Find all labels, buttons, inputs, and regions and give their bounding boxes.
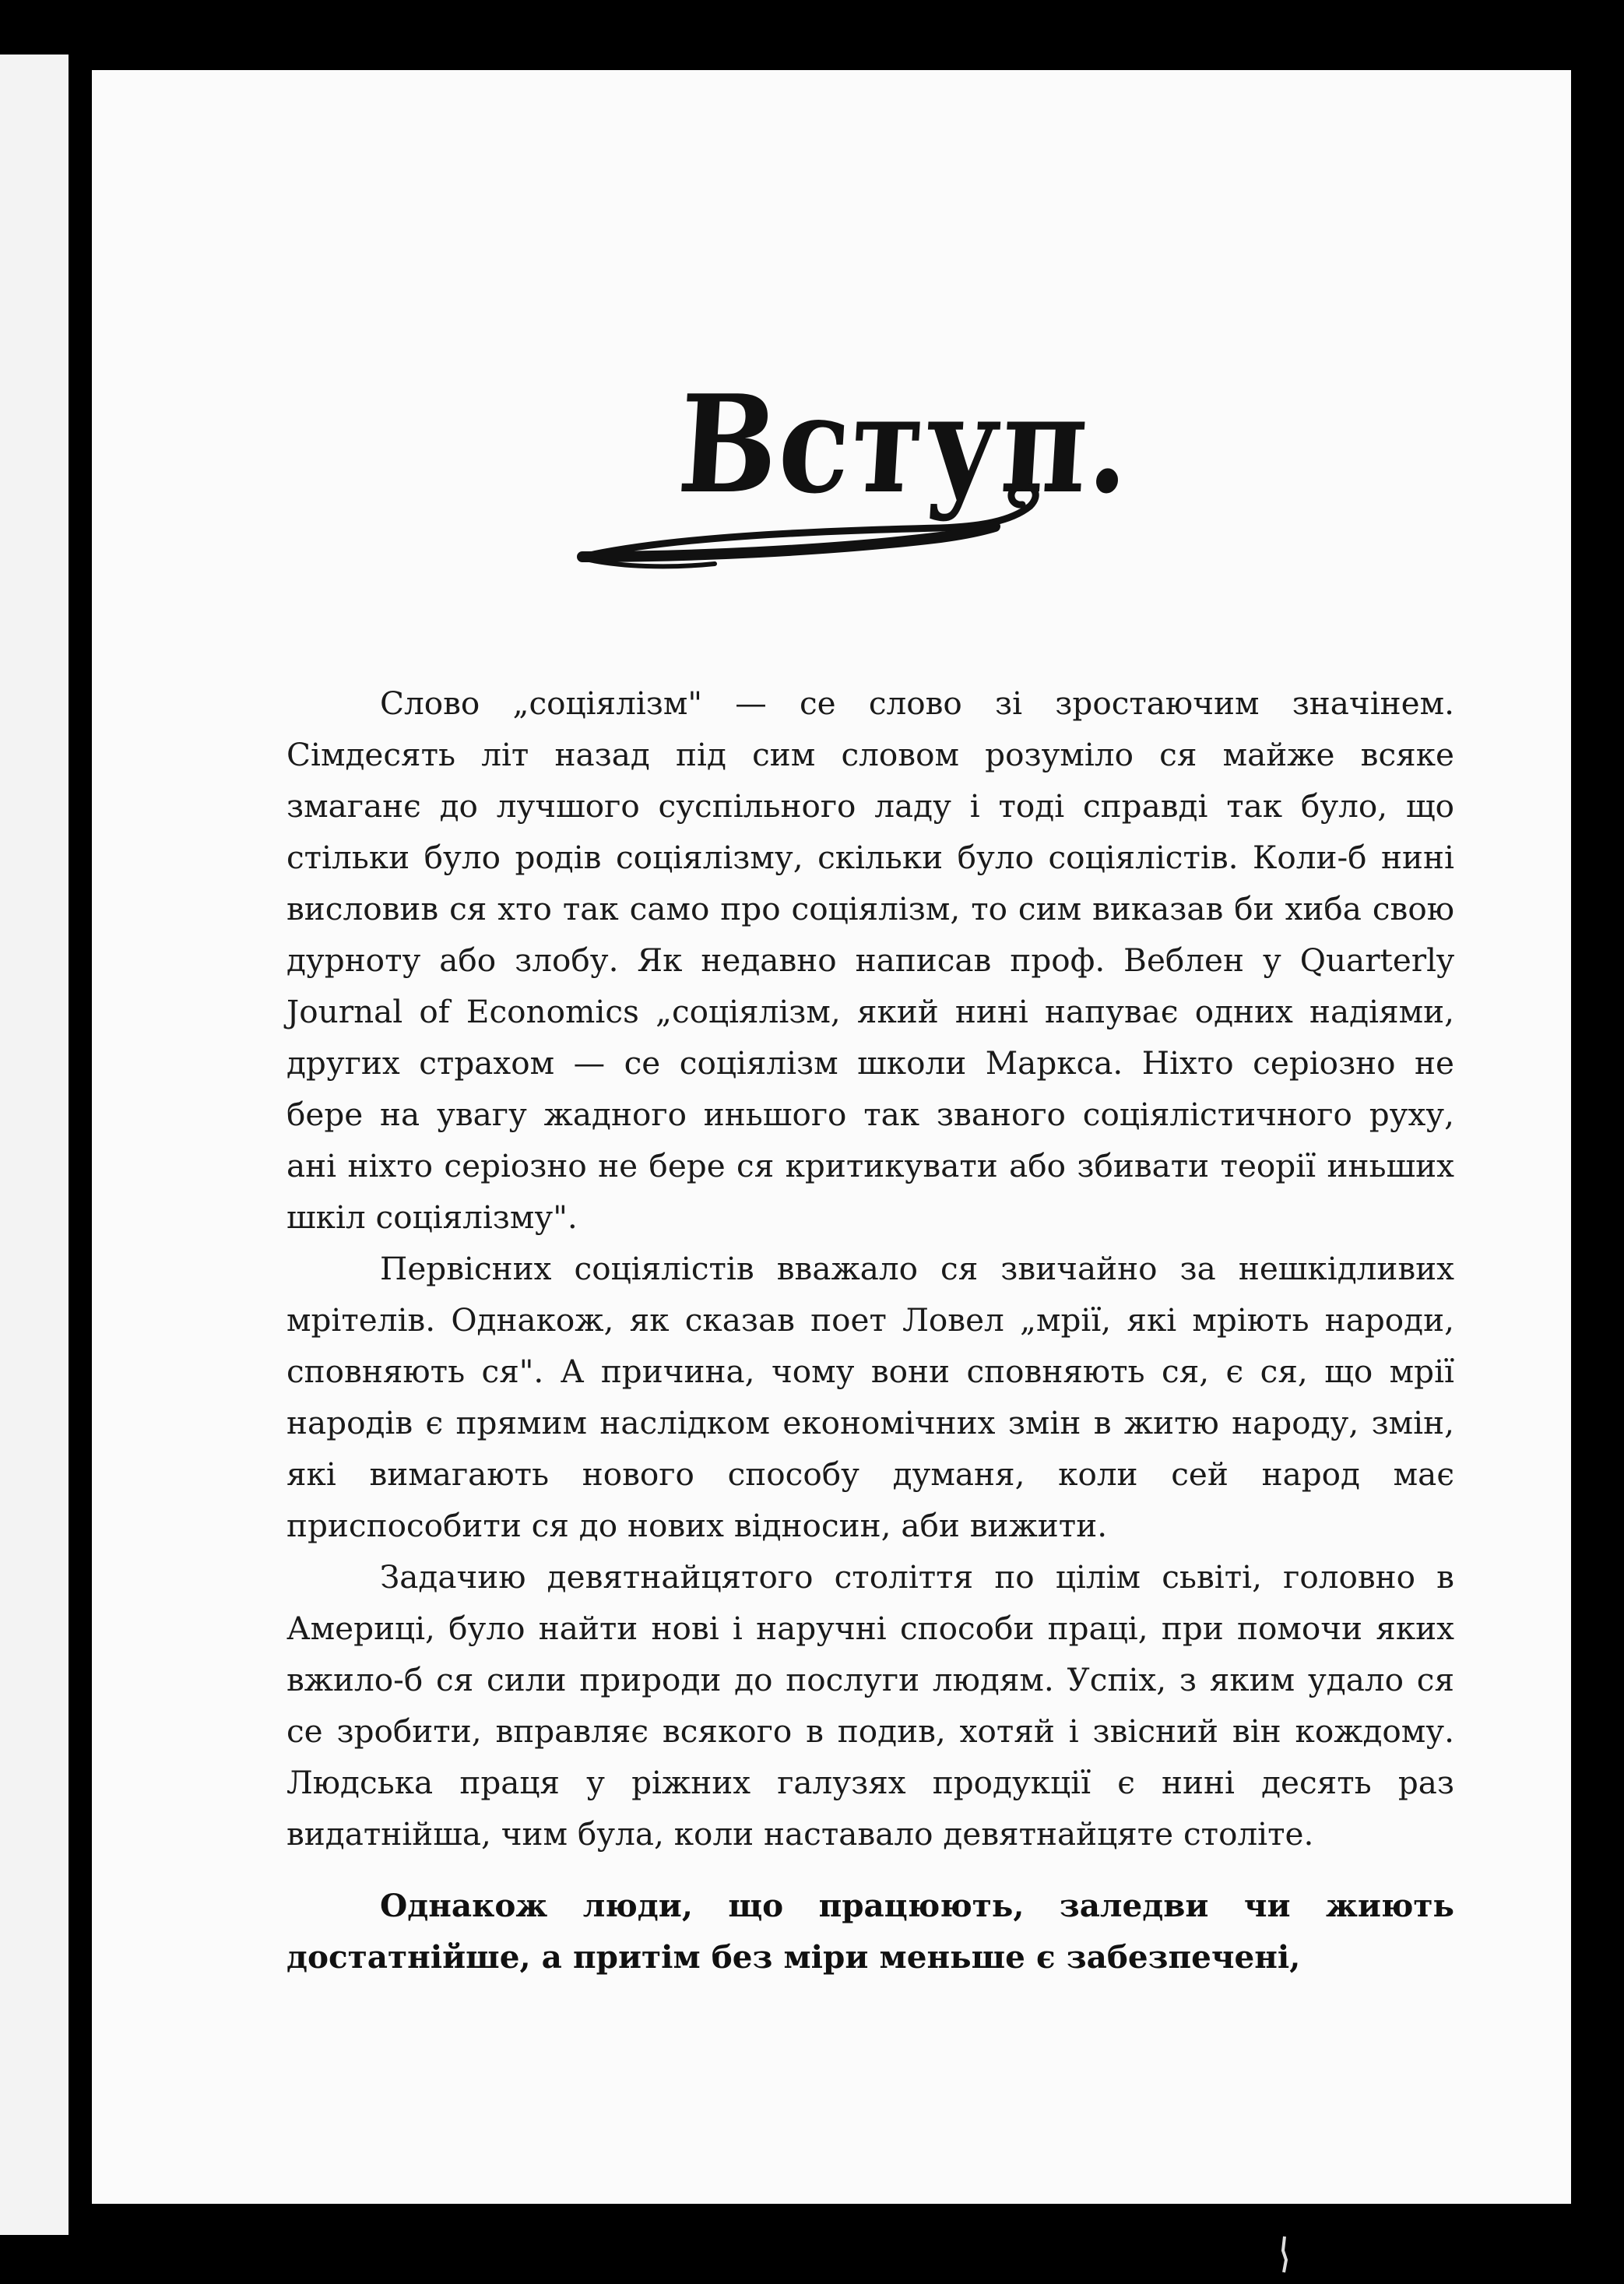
paragraph-1: Слово „соціялізм" — се слово зі зростаючим значінем. Сімдесять літ назад під сим словом розуміло ся майже всяке змаганє до лучшого суспільного ладу і тоді справді так було, що стільки було родів соціялізму, скільки було соціялістів. Коли-б нині висловив ся хто так само про соціялізм, то сим виказав би хиба свою дурноту або злобу. Як недавно написав проф. Веблен у Quarterly Journal of Economics „соціялізм, який нині напуває одних надіями, других страхом — се соціялізм школи Маркса. Ніхто серіозно не бере на увагу жадного иньшого так званого соціялістичного руху, ані ніхто серіозно не бере ся критикувати або збивати теорії иньших шкіл соціялізму". [286,684,1454,1236]
chapter-title: Вступ. [673,366,1137,524]
previous-page-edge [0,55,69,2235]
chapter-heading [575,366,1137,615]
paragraph-4: Однакож люди, що працюють, заледви чи жиють достатнійше, а притім без міри меньше є забезпечені, [286,1887,1454,1976]
ornamental-swash-icon [575,483,1042,592]
scan-shadow [69,47,92,2251]
paragraph-2: Первісних соціялістів вважало ся звичайно за нешкідливих мрітелів. Однакож, як сказав поет Ловел „мрії, які мріють народи, сповняють ся". А причина, чому вони сповняють ся, є ся, що мрії народів є прямим наслідком економічних змін в житю народу, змін, які вимагають нового способу думаня, коли сей народ має приспособити ся до нових відносин, аби вижити. [286,1250,1454,1544]
document-page [92,70,1571,2204]
scan-artifact-icon [1277,2235,1292,2274]
paragraph-3: Задачию девятнайцятого століття по цілім сьвіті, головно в Америці, було найти нові і наручні способи праці, при помочи яких вжило-б ся сили природи до послуги людям. Успіх, з яким удало ся се зробити, вправляє всякого в подив, хотяй і звісний він кождому. Людська праця у ріжних галузях продукції є нині десять раз видатнійша, чим була, коли наставало девятнайцяте століте. [286,1558,1454,1853]
body-text [286,677,1454,1983]
